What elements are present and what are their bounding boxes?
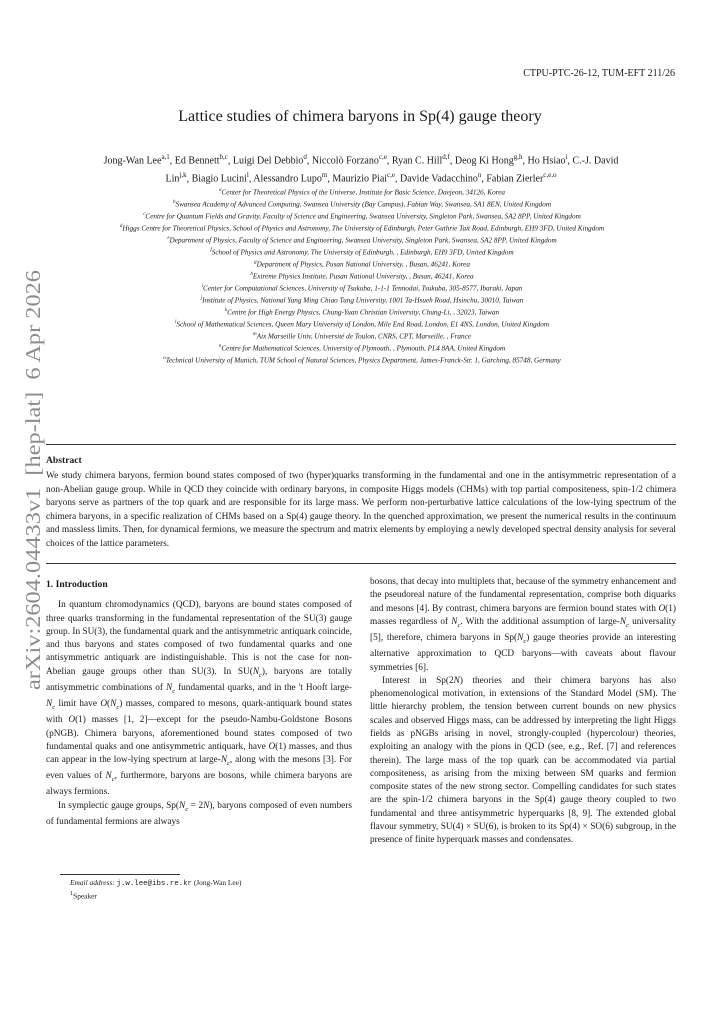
report-number: CTPU-PTC-26-12, TUM-EFT 211/26: [523, 68, 675, 79]
affiliation: $^o$Technical University of Munich, TUM School of Natural Sciences, Physics Department, James-Franck-Str. 1, Garching, 85748, Germany: [163, 355, 561, 365]
footnote-rule: [60, 874, 180, 875]
affiliation: $^g$Department of Physics, Pusan National University, , Busan, 46241, Korea: [254, 259, 470, 269]
affiliation: $^l$School of Mathematical Sciences, Queen Mary University of London, Mile End Road, London, E1 4NS, London, United Kingdom: [174, 319, 550, 329]
affiliation: $^d$Higgs Centre for Theoretical Physics, School of Physics and Astronomy, The University of Edinburgh, Peter Guthrie Tait Road, Edinburgh, EH9 3FD, United Kingdom: [119, 223, 605, 233]
affiliation: $^h$Extreme Physics Institute, Pusan National University, , Busan, 46241, Korea: [250, 271, 474, 281]
author-list: [46, 150, 676, 187]
affiliation: $^k$Centre for High Energy Physics, Chung-Yuan Christian University, Chung-Li, , 32023, Taiwan: [224, 307, 500, 317]
footnotes: [60, 878, 350, 901]
body-column-right: [370, 576, 676, 848]
affiliation: $^n$Centre for Mathematical Sciences, University of Plymouth, , Plymouth, PL4 8AA, United Kingdom: [218, 343, 506, 353]
paper-title: Lattice studies of chimera baryons in Sp(4) gauge theory: [178, 108, 542, 125]
affiliation: $^j$Institute of Physics, National Yang Ming Chiao Tung University, 1001 Ta-Hsueh Road, Hsinchu, 30010, Taiwan: [200, 295, 524, 305]
email-address[interactable]: j.w.lee@ibs.re.kr: [116, 880, 192, 888]
body-paragraph: In quantum chromodynamics (QCD), baryons are bound states composed of three quarks transforming in the fundamental representation of the SU(3) gauge group. In SU(3), the fundamental quark and the antisymmetric antiquark coincide, and thus baryons and states composed of two fundamental quarks and one antisymmetric antiquark are indistinguishable. This is not the case for non-Abelian gauge groups other than SU(3). In $SU(N_c)$, baryons are totally antisymmetric combinations of $N_c$ fundamental quarks, and in the 't Hooft large-$N_c$ limit have $O(N_c)$ masses, compared to mesons, quark-antiquark bound states with O(1) masses [1, 2]—except for the pseudo-Nambu-Goldstone Bosons (pNGB). Chimera baryons, aforementioned bound states composed of two fundamental quaks and one antisymmetric antiquark, have O(1) masses, and thus can appear in the low-lying spectrum at large-$N_c$, along with the mesons [3]. For even values of $N_c$, furthermore, baryons are bosons, while chimera baryons are always fermions.: [46, 600, 353, 798]
email-footnote: [60, 878, 350, 889]
email-owner: (Jong-Wan Lee): [193, 878, 242, 887]
author-line: Lin$^{j,k}$, Biagio Lucini$^l$, Alessandro Lupo$^m$, Maurizio Piai$^{c,e}$, Davide Vadacchino$^n$, Fabian Zierler$^{c,e,o}$: [165, 171, 557, 185]
affiliation: $^b$Swansea Academy of Advanced Computing, Swansea University (Bay Campus), Fabian Way, Swansea, SA1 8EN, United Kingdom: [172, 199, 552, 209]
abstract-text: We study chimera baryons, fermion bound states composed of two (hyper)quarks transforming in the fundamental and one in the antisymmetric representation of a non-Abelian gauge group. While in QCD they coincide with ordinary baryons, in composite Higgs models (CHMs) with top partial compositeness, spin-1/2 chimera baryons serve as partners of the top quark and are responsible for its large mass. We perform non-perturbative lattice calculations of the low-lying spectrum of the chimera baryons, in a specific realization of CHMs based on a Sp(4) gauge theory. In the quenched approximation, we present the numerical results in the continuum and massless limits. Then, for dynamical fermions, we measure the spectrum and matrix elements by employing a newly developed spectral density analysis for several choices of the lattice parameters.: [46, 471, 676, 549]
affiliation: $^m$Aix Marseille Univ, Université de Toulon, CNRS, CPT, Marseille, , France: [253, 331, 471, 341]
body-paragraph: bosons, that decay into multiplets that, because of the symmetry enhancement and the pseudoreal nature of the fundamental representation, comprise both diquarks and mesons [4]. By contrast, chimera baryons are fermion bound states with O(1) masses regardless of $N_c$. With the additional assumption of large-$N_c$ universality [5], therefore, chimera baryons in $Sp(N_c)$ gauge theories provide an interesting alternative approximation to QCD baryons—with caveats about flavour symmetries [6].: [370, 577, 677, 673]
affiliation-list: [52, 186, 672, 366]
email-label: Email address:: [70, 878, 115, 887]
speaker-footnote-mark: 1: [70, 891, 74, 897]
abstract-block: [46, 455, 676, 552]
body-paragraph: In symplectic gauge groups, $Sp(N_c = 2N)$, baryons composed of even numbers of fundamental fermions are always: [46, 800, 352, 827]
abstract-top-rule: [46, 444, 676, 445]
affiliation: $^a$Center for Theoretical Physics of the Universe, Institute for Basic Science, Daejeon, 34126, Korea: [218, 188, 506, 197]
section-heading: 1. Introduction: [46, 579, 108, 590]
body-paragraph: Interest in Sp(2N) theories and their chimera baryons has also phenomenological motivation, in extensions of the Standard Model (SM). The little hierarchy problem, the tension between current bounds on new physics scales and observed Higgs mass, can be addressed by interpreting the light Higgs fields as pNGBs arising in novel, strongly-coupled (hypercolour) theories, exploiting an analogy with the pions in QCD (see, e.g., Ref. [7] and references therein). The large mass of the top quark can be accommodated via partial compositeness, as arising from the mixing between SM quarks and fermion composite states of the new strong sector. Compelling candidates for such states are the spin-1/2 chimera baryons in the Sp(4) gauge theory coupled to two fundamental and three antisymmetric hyperquarks [8, 9]. The extended global flavour symmetry, SU(4) × SU(6), is broken to its Sp(4) × SO(6) subgroup, in the presence of finite hyperquark masses and condensates.: [370, 675, 676, 846]
speaker-footnote: [60, 889, 350, 901]
abstract-heading: Abstract: [46, 455, 82, 466]
affiliation: $^e$Department of Physics, Faculty of Science and Engineering, Swansea University, Singleton Park, Swansea, SA2 8PP, United Kingdom: [167, 235, 557, 245]
affiliation: $^f$School of Physics and Astronomy, The University of Edinburgh, , Edinburgh, EH9 3FD, United Kingdom: [210, 247, 514, 257]
arxiv-identifier-text: arXiv:2604.04433v1 [hep-lat] 6 Apr 2026: [21, 327, 45, 690]
speaker-footnote-label: Speaker: [73, 891, 97, 901]
affiliation: $^c$Centre for Quantum Fields and Gravity, Faculty of Science and Engineering, Swansea University, Singleton Park, Swansea, SA2 8PP, United Kingdom: [143, 211, 581, 221]
author-line: Jong-Wan Lee$^{a,1}$, Ed Bennett$^{b,c}$, Luigi Del Debbio$^d$, Niccolò Forzano$^{c,e}$, Ryan C. Hill$^{d,f}$, Deog Ki Hong$^{g,h}$, Ho Hsiao$^i$, C.-J. David: [103, 153, 619, 167]
abstract-bottom-rule: [46, 563, 676, 564]
body-column-left: [46, 576, 352, 829]
affiliation: $^i$Center for Computational Sciences, University of Tsukuba, 1-1-1 Tennodai, Tsukuba, 305-8577, Ibaraki, Japan: [201, 283, 523, 293]
